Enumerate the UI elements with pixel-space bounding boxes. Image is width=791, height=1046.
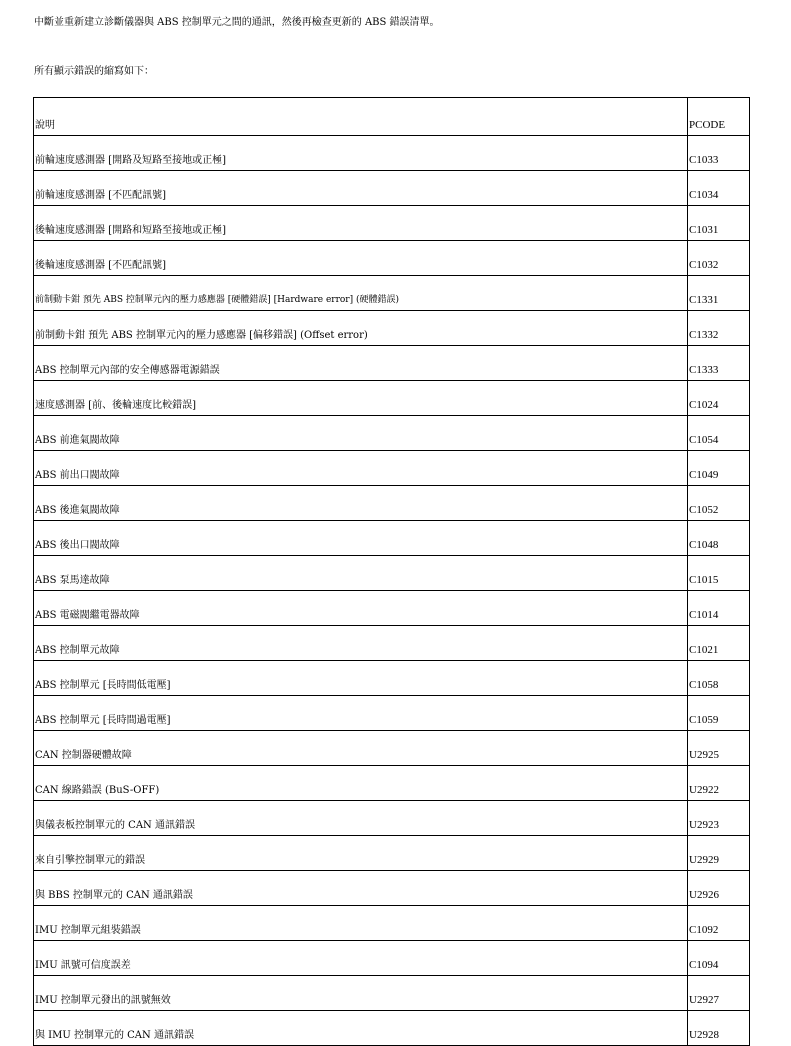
error-description: 後輪速度感測器 [開路和短路至接地或正極] [34,206,688,241]
table-row [34,416,750,451]
error-description: IMU 控制單元組裝錯誤 [34,906,688,941]
error-description: ABS 電磁閥繼電器故障 [34,591,688,626]
error-description: 來自引擎控制單元的錯誤 [34,836,688,871]
error-pcode: C1049 [688,451,750,486]
error-description: 前輪速度感測器 [開路及短路至接地或正極] [34,136,688,171]
header-pcode: PCODE [688,98,750,136]
error-description: 前制動卡鉗 預先 ABS 控制單元內的壓力感應器 [硬體錯誤] [Hardware error] (硬體錯誤) [34,276,688,311]
table-row [34,556,750,591]
error-pcode: U2922 [688,766,750,801]
error-description: ABS 前進氣閥故障 [34,416,688,451]
error-pcode: U2923 [688,801,750,836]
table-row [34,171,750,206]
error-description: 速度感測器 [前、後輪速度比較錯誤] [34,381,688,416]
table-row [34,906,750,941]
table-row [34,661,750,696]
error-pcode: C1054 [688,416,750,451]
table-row [34,521,750,556]
error-description: ABS 控制單元故障 [34,626,688,661]
table-row [34,696,750,731]
error-pcode: C1333 [688,346,750,381]
error-description: CAN 控制器硬體故障 [34,731,688,766]
error-pcode: C1014 [688,591,750,626]
error-description: 與 BBS 控制單元的 CAN 通訊錯誤 [34,871,688,906]
error-description: IMU 訊號可信度誤差 [34,941,688,976]
table-row [34,836,750,871]
error-pcode: C1021 [688,626,750,661]
table-row [34,941,750,976]
error-pcode: C1332 [688,311,750,346]
error-pcode: C1094 [688,941,750,976]
abbreviation-note: 所有顯示錯誤的縮寫如下： [34,66,154,77]
table-row [34,136,750,171]
error-description: IMU 控制單元發出的訊號無效 [34,976,688,1011]
error-pcode: C1034 [688,171,750,206]
error-code-table [33,97,750,1046]
error-pcode: C1032 [688,241,750,276]
intro-instruction: 中斷並重新建立診斷儀器與 ABS 控制單元之間的通訊，然後再檢查更新的 ABS 錯誤清單。 [34,17,440,28]
table-row [34,871,750,906]
table-row [34,346,750,381]
error-pcode: U2928 [688,1011,750,1046]
table-row [34,451,750,486]
error-description: ABS 控制單元 [長時間低電壓] [34,661,688,696]
table-row [34,976,750,1011]
error-pcode: C1331 [688,276,750,311]
table-row [34,486,750,521]
error-description: 與儀表板控制單元的 CAN 通訊錯誤 [34,801,688,836]
table-row [34,276,750,311]
table-row [34,801,750,836]
table-row [34,591,750,626]
error-pcode: C1092 [688,906,750,941]
error-description: 前輪速度感測器 [不匹配訊號] [34,171,688,206]
error-pcode: C1015 [688,556,750,591]
table-row [34,626,750,661]
table-row [34,766,750,801]
error-pcode: C1052 [688,486,750,521]
header-description: 說明 [34,98,688,136]
error-description: 前制動卡鉗 預先 ABS 控制單元內的壓力感應器 [偏移錯誤] (Offset error) [34,311,688,346]
error-pcode: C1058 [688,661,750,696]
table-row [34,241,750,276]
error-description: ABS 泵馬達故障 [34,556,688,591]
table-row [34,381,750,416]
error-description: CAN 線路錯誤 (BuS-OFF) [34,766,688,801]
error-pcode: U2926 [688,871,750,906]
error-pcode: U2925 [688,731,750,766]
table-row [34,731,750,766]
table-row [34,311,750,346]
error-pcode: C1031 [688,206,750,241]
error-pcode: C1059 [688,696,750,731]
error-description: ABS 後進氣閥故障 [34,486,688,521]
error-pcode: C1048 [688,521,750,556]
error-description: 後輪速度感測器 [不匹配訊號] [34,241,688,276]
error-pcode: U2927 [688,976,750,1011]
error-pcode: C1024 [688,381,750,416]
error-description: ABS 控制單元內部的安全傳感器電源錯誤 [34,346,688,381]
error-pcode: C1033 [688,136,750,171]
error-description: 與 IMU 控制單元的 CAN 通訊錯誤 [34,1011,688,1046]
table-header-row [34,98,750,136]
error-description: ABS 前出口閥故障 [34,451,688,486]
table-row [34,206,750,241]
error-pcode: U2929 [688,836,750,871]
error-description: ABS 後出口閥故障 [34,521,688,556]
table-row [34,1011,750,1046]
error-description: ABS 控制單元 [長時間過電壓] [34,696,688,731]
